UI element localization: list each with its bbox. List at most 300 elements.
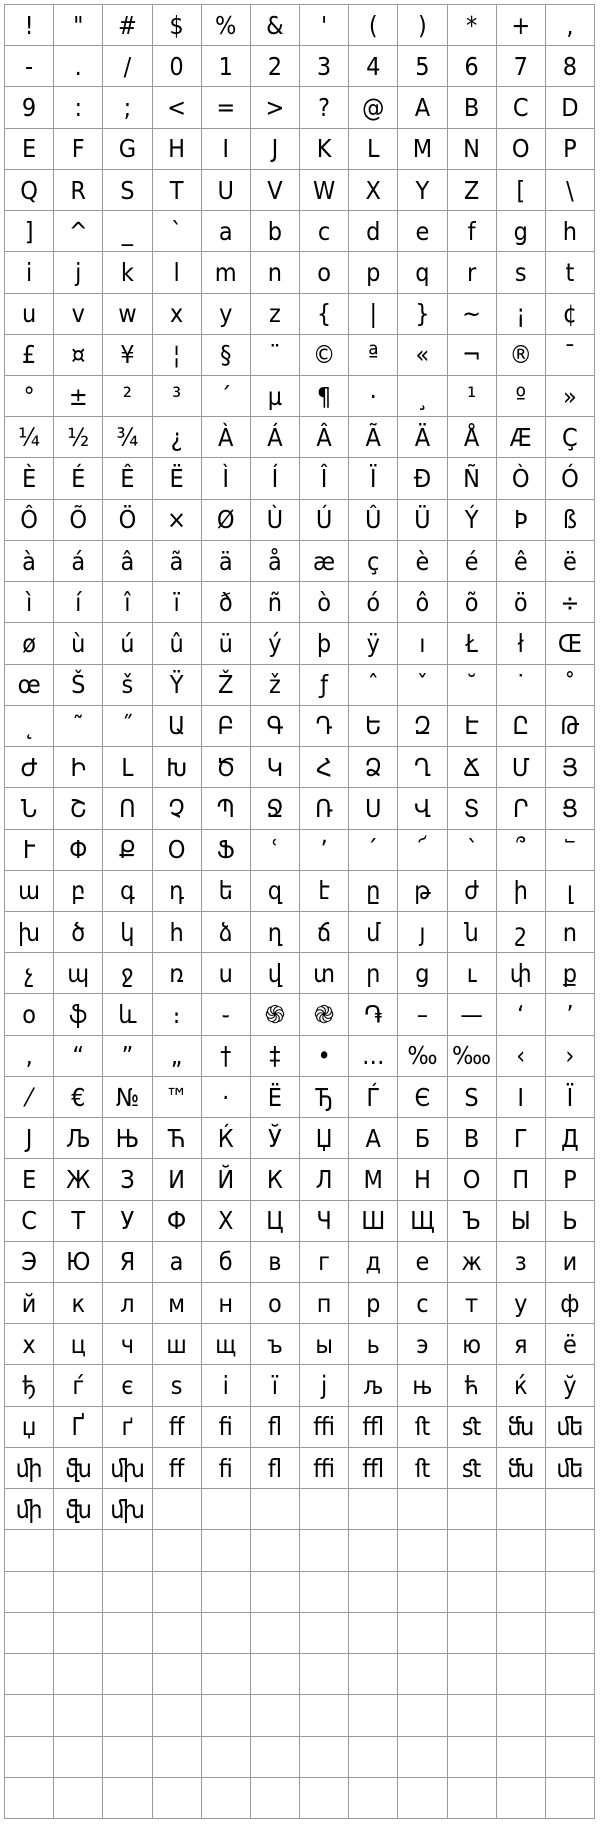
empty-cell	[448, 1737, 497, 1778]
glyph-cell: Կ	[251, 747, 300, 788]
glyph-cell: ﬄ	[349, 1407, 398, 1448]
glyph-cell: Ó	[546, 458, 595, 499]
empty-cell	[202, 1530, 251, 1571]
glyph-cell: œ	[5, 665, 54, 706]
glyph-cell: џ	[5, 1407, 54, 1448]
empty-cell	[202, 1778, 251, 1819]
glyph-cell: ե	[202, 871, 251, 912]
glyph-cell: н	[202, 1283, 251, 1324]
empty-cell	[398, 1778, 447, 1819]
glyph-cell: є	[103, 1365, 152, 1406]
glyph-cell: ։	[153, 994, 202, 1035]
glyph-cell: Ր	[497, 788, 546, 829]
glyph-cell: ﬖ	[54, 1448, 103, 1489]
glyph-cell: ‚	[5, 1036, 54, 1077]
glyph-cell: Q	[5, 170, 54, 211]
glyph-cell: X	[349, 170, 398, 211]
glyph-cell: ﬔ	[546, 1448, 595, 1489]
glyph-cell: դ	[153, 871, 202, 912]
glyph-cell: %	[202, 5, 251, 46]
glyph-cell: _	[103, 211, 152, 252]
glyph-cell: ա	[5, 871, 54, 912]
glyph-cell: Ա	[153, 706, 202, 747]
glyph-cell: Օ	[153, 830, 202, 871]
glyph-cell: Ð	[398, 458, 447, 499]
glyph-cell: š	[103, 665, 152, 706]
glyph-cell: Ў	[251, 1118, 300, 1159]
glyph-cell: ﬂ	[251, 1407, 300, 1448]
empty-cell	[349, 1695, 398, 1736]
glyph-cell: ⁄	[5, 1077, 54, 1118]
glyph-cell: €	[54, 1077, 103, 1118]
glyph-cell: ó	[349, 582, 398, 623]
glyph-cell: H	[153, 129, 202, 170]
glyph-cell: Я	[103, 1242, 152, 1283]
glyph-cell: ւ	[448, 953, 497, 994]
glyph-cell: ©	[300, 335, 349, 376]
empty-cell	[153, 1530, 202, 1571]
empty-cell	[398, 1613, 447, 1654]
glyph-cell: Ґ	[54, 1407, 103, 1448]
glyph-cell: Л	[300, 1159, 349, 1200]
glyph-cell: ﬂ	[251, 1448, 300, 1489]
glyph-cell: ¶	[300, 376, 349, 417]
glyph-cell: ø	[5, 623, 54, 664]
glyph-cell: è	[398, 541, 447, 582]
empty-cell	[103, 1695, 152, 1736]
glyph-cell: ,	[546, 5, 595, 46]
glyph-cell: 3	[300, 46, 349, 87]
empty-cell	[300, 1613, 349, 1654]
empty-cell	[349, 1737, 398, 1778]
empty-cell	[546, 1530, 595, 1571]
glyph-cell: ջ	[103, 953, 152, 994]
empty-cell	[103, 1778, 152, 1819]
glyph-cell: p	[349, 252, 398, 293]
empty-cell	[103, 1737, 152, 1778]
glyph-cell: ñ	[251, 582, 300, 623]
glyph-cell: ;	[103, 87, 152, 128]
glyph-cell: ^	[54, 211, 103, 252]
glyph-cell: #	[103, 5, 152, 46]
glyph-cell: б	[202, 1242, 251, 1283]
glyph-cell: È	[5, 458, 54, 499]
glyph-cell: Ÿ	[153, 665, 202, 706]
glyph-cell: À	[202, 417, 251, 458]
glyph-cell: Є	[398, 1077, 447, 1118]
glyph-cell: =	[202, 87, 251, 128]
glyph-cell: m	[202, 252, 251, 293]
glyph-cell: µ	[251, 376, 300, 417]
glyph-cell: Խ	[153, 747, 202, 788]
glyph-cell: в	[251, 1242, 300, 1283]
glyph-cell: ﬅ	[398, 1448, 447, 1489]
glyph-cell: Դ	[300, 706, 349, 747]
glyph-cell: ﬃ	[300, 1448, 349, 1489]
empty-cell	[103, 1572, 152, 1613]
empty-cell	[349, 1572, 398, 1613]
glyph-cell: ծ	[54, 912, 103, 953]
glyph-cell: §	[202, 335, 251, 376]
glyph-cell: $	[153, 5, 202, 46]
glyph-cell: ж	[448, 1242, 497, 1283]
glyph-cell: +	[497, 5, 546, 46]
empty-cell	[398, 1654, 447, 1695]
empty-cell	[103, 1654, 152, 1695]
glyph-cell: ?	[300, 87, 349, 128]
glyph-cell: T	[153, 170, 202, 211]
glyph-cell: с	[398, 1283, 447, 1324]
glyph-cell: Ђ	[300, 1077, 349, 1118]
empty-cell	[349, 1613, 398, 1654]
empty-cell	[448, 1695, 497, 1736]
glyph-cell: [	[497, 170, 546, 211]
glyph-cell: ™	[153, 1077, 202, 1118]
glyph-cell: ќ	[497, 1365, 546, 1406]
glyph-cell: ﬔ	[546, 1407, 595, 1448]
glyph-cell: ՛	[349, 830, 398, 871]
glyph-cell: Ѓ	[349, 1077, 398, 1118]
glyph-cell: Ж	[54, 1159, 103, 1200]
glyph-cell: ò	[300, 582, 349, 623]
empty-cell	[54, 1695, 103, 1736]
glyph-cell: -	[5, 46, 54, 87]
empty-cell	[5, 1695, 54, 1736]
glyph-cell: ä	[202, 541, 251, 582]
glyph-cell: к	[54, 1283, 103, 1324]
glyph-cell: Ñ	[448, 458, 497, 499]
glyph-cell: Н	[398, 1159, 447, 1200]
glyph-cell: ц	[54, 1324, 103, 1365]
empty-cell	[54, 1530, 103, 1571]
glyph-cell: ƒ	[300, 665, 349, 706]
glyph-cell: А	[349, 1118, 398, 1159]
glyph-cell: Ф	[153, 1201, 202, 1242]
empty-cell	[546, 1778, 595, 1819]
glyph-cell: յ	[398, 912, 447, 953]
glyph-cell: Õ	[54, 500, 103, 541]
glyph-cell: Ւ	[5, 830, 54, 871]
empty-cell	[202, 1613, 251, 1654]
glyph-cell: ¥	[103, 335, 152, 376]
glyph-cell: ﬆ	[448, 1407, 497, 1448]
glyph-cell: ֎	[300, 994, 349, 1035]
glyph-cell: շ	[497, 912, 546, 953]
glyph-cell: Չ	[153, 788, 202, 829]
glyph-cell: z	[251, 294, 300, 335]
glyph-cell: Ш	[349, 1201, 398, 1242]
empty-cell	[103, 1613, 152, 1654]
glyph-cell: Љ	[54, 1118, 103, 1159]
glyph-cell: ը	[349, 871, 398, 912]
glyph-cell: â	[103, 541, 152, 582]
glyph-cell: n	[251, 252, 300, 293]
glyph-cell: ç	[349, 541, 398, 582]
glyph-cell: c	[300, 211, 349, 252]
empty-cell	[300, 1572, 349, 1613]
glyph-cell: ‡	[251, 1036, 300, 1077]
glyph-cell: ¨	[251, 335, 300, 376]
glyph-cell: й	[5, 1283, 54, 1324]
glyph-cell: ı	[398, 623, 447, 664]
glyph-cell: д	[349, 1242, 398, 1283]
empty-cell	[153, 1778, 202, 1819]
glyph-cell: ²	[103, 376, 152, 417]
glyph-cell: Ý	[448, 500, 497, 541]
glyph-cell: ß	[546, 500, 595, 541]
glyph-cell: Z	[448, 170, 497, 211]
glyph-cell: է	[300, 871, 349, 912]
glyph-cell: ի	[497, 871, 546, 912]
empty-cell	[251, 1572, 300, 1613]
empty-cell	[546, 1613, 595, 1654]
glyph-cell: W	[300, 170, 349, 211]
empty-cell	[497, 1530, 546, 1571]
glyph-cell: O	[497, 129, 546, 170]
glyph-cell: ґ	[103, 1407, 152, 1448]
glyph-cell: A	[398, 87, 447, 128]
glyph-cell: Б	[398, 1118, 447, 1159]
glyph-cell: з	[497, 1242, 546, 1283]
glyph-cell: Ք	[103, 830, 152, 871]
glyph-cell: В	[448, 1118, 497, 1159]
empty-cell	[5, 1654, 54, 1695]
glyph-cell: լ	[546, 871, 595, 912]
empty-cell	[300, 1489, 349, 1530]
glyph-cell: ð	[202, 582, 251, 623]
glyph-cell: :	[54, 87, 103, 128]
glyph-cell: ¯	[546, 335, 595, 376]
empty-cell	[349, 1530, 398, 1571]
glyph-cell: Њ	[103, 1118, 152, 1159]
empty-cell	[448, 1530, 497, 1571]
glyph-cell: Í	[251, 458, 300, 499]
glyph-cell: Վ	[398, 788, 447, 829]
empty-cell	[546, 1737, 595, 1778]
glyph-cell: ½	[54, 417, 103, 458]
glyph-cell: Ž	[202, 665, 251, 706]
glyph-cell: 9	[5, 87, 54, 128]
glyph-cell: ¦	[153, 335, 202, 376]
glyph-cell: ﬀ	[153, 1448, 202, 1489]
glyph-cell: ժ	[448, 871, 497, 912]
glyph-cell: л	[103, 1283, 152, 1324]
glyph-cell: ë	[546, 541, 595, 582]
glyph-cell: b	[251, 211, 300, 252]
glyph-cell: Լ	[103, 747, 152, 788]
glyph-cell: հ	[153, 912, 202, 953]
glyph-cell: Ì	[202, 458, 251, 499]
glyph-cell: և	[103, 994, 152, 1035]
glyph-cell: ն	[448, 912, 497, 953]
glyph-cell: ]	[5, 211, 54, 252]
glyph-cell: Å	[448, 417, 497, 458]
glyph-cell: L	[349, 129, 398, 170]
glyph-cell: Ѕ	[448, 1077, 497, 1118]
glyph-cell: h	[546, 211, 595, 252]
glyph-cell: “	[54, 1036, 103, 1077]
glyph-cell: ˘	[448, 665, 497, 706]
glyph-cell: w	[103, 294, 152, 335]
glyph-cell: U	[202, 170, 251, 211]
empty-cell	[398, 1572, 447, 1613]
glyph-cell: ¡	[497, 294, 546, 335]
glyph-cell: ˇ	[398, 665, 447, 706]
glyph-cell: à	[5, 541, 54, 582]
glyph-cell: Ь	[546, 1201, 595, 1242]
glyph-cell: N	[448, 129, 497, 170]
glyph-cell: թ	[398, 871, 447, 912]
glyph-cell: բ	[54, 871, 103, 912]
glyph-cell: Ձ	[349, 747, 398, 788]
glyph-cell: վ	[251, 953, 300, 994]
glyph-cell: Ë	[153, 458, 202, 499]
glyph-cell: ﬁ	[202, 1448, 251, 1489]
glyph-cell: ѕ	[153, 1365, 202, 1406]
glyph-cell: х	[5, 1324, 54, 1365]
glyph-cell: е	[398, 1242, 447, 1283]
glyph-cell: Ò	[497, 458, 546, 499]
glyph-cell: ՜	[398, 830, 447, 871]
empty-cell	[398, 1695, 447, 1736]
glyph-cell: ~	[448, 294, 497, 335]
glyph-cell: ю	[448, 1324, 497, 1365]
glyph-cell: G	[103, 129, 152, 170]
glyph-cell: S	[103, 170, 152, 211]
empty-cell	[497, 1695, 546, 1736]
glyph-cell: Р	[546, 1159, 595, 1200]
empty-cell	[54, 1737, 103, 1778]
glyph-cell: Ł	[448, 623, 497, 664]
glyph-cell: ﬄ	[349, 1448, 398, 1489]
glyph-cell: З	[103, 1159, 152, 1200]
glyph-cell: B	[448, 87, 497, 128]
glyph-cell: õ	[448, 582, 497, 623]
glyph-cell: þ	[300, 623, 349, 664]
glyph-cell: ъ	[251, 1324, 300, 1365]
glyph-cell: É	[54, 458, 103, 499]
glyph-cell: Փ	[54, 830, 103, 871]
empty-cell	[153, 1489, 202, 1530]
glyph-cell: D	[546, 87, 595, 128]
glyph-cell: ё	[546, 1324, 595, 1365]
glyph-cell: ձ	[202, 912, 251, 953]
empty-cell	[202, 1737, 251, 1778]
glyph-cell: տ	[300, 953, 349, 994]
glyph-cell: Ն	[5, 788, 54, 829]
glyph-cell: ®	[497, 335, 546, 376]
glyph-cell: Ö	[103, 500, 152, 541]
glyph-cell: ”	[103, 1036, 152, 1077]
glyph-cell: E	[5, 129, 54, 170]
glyph-cell: ‹	[497, 1036, 546, 1077]
glyph-cell: ՟	[546, 830, 595, 871]
glyph-cell: Յ	[546, 747, 595, 788]
glyph-cell: ˚	[546, 665, 595, 706]
glyph-cell: î	[103, 582, 152, 623]
glyph-cell: ÷	[546, 582, 595, 623]
glyph-cell: «	[398, 335, 447, 376]
empty-cell	[300, 1737, 349, 1778]
glyph-cell: ´	[202, 376, 251, 417]
glyph-cell: t	[546, 252, 595, 293]
glyph-cell: •	[300, 1036, 349, 1077]
glyph-cell: &	[251, 5, 300, 46]
glyph-cell: ›	[546, 1036, 595, 1077]
glyph-cell: i	[5, 252, 54, 293]
empty-cell	[497, 1489, 546, 1530]
glyph-cell: „	[153, 1036, 202, 1077]
glyph-cell: ˜	[54, 706, 103, 747]
glyph-cell: О	[448, 1159, 497, 1200]
glyph-cell: Ä	[398, 417, 447, 458]
glyph-cell: Æ	[497, 417, 546, 458]
glyph-cell: {	[300, 294, 349, 335]
glyph-cell: Տ	[448, 788, 497, 829]
empty-cell	[300, 1654, 349, 1695]
glyph-cell: a	[202, 211, 251, 252]
glyph-cell: ‰	[398, 1036, 447, 1077]
glyph-cell: ђ	[5, 1365, 54, 1406]
glyph-cell: '	[300, 5, 349, 46]
glyph-cell: P	[546, 129, 595, 170]
glyph-cell: і	[202, 1365, 251, 1406]
glyph-cell: Й	[202, 1159, 251, 1200]
glyph-cell: )	[398, 5, 447, 46]
glyph-cell: ў	[546, 1365, 595, 1406]
empty-cell	[497, 1654, 546, 1695]
glyph-cell: У	[103, 1201, 152, 1242]
empty-cell	[448, 1778, 497, 1819]
empty-cell	[546, 1572, 595, 1613]
glyph-cell: Ы	[497, 1201, 546, 1242]
empty-cell	[54, 1654, 103, 1695]
glyph-cell: Á	[251, 417, 300, 458]
glyph-cell: Д	[546, 1118, 595, 1159]
glyph-cell: ﬗ	[103, 1448, 152, 1489]
glyph-cell: ո	[546, 912, 595, 953]
glyph-cell: ù	[54, 623, 103, 664]
glyph-cell: о	[251, 1283, 300, 1324]
glyph-cell: |	[349, 294, 398, 335]
glyph-cell: ﬁ	[202, 1407, 251, 1448]
empty-cell	[349, 1654, 398, 1695]
empty-cell	[153, 1572, 202, 1613]
glyph-cell: м	[153, 1283, 202, 1324]
glyph-cell: ї	[251, 1365, 300, 1406]
empty-cell	[251, 1654, 300, 1695]
glyph-cell: ˝	[103, 706, 152, 747]
glyph-cell: ь	[349, 1324, 398, 1365]
glyph-cell: ց	[398, 953, 447, 994]
empty-cell	[202, 1489, 251, 1530]
glyph-cell: ±	[54, 376, 103, 417]
glyph-cell: И	[153, 1159, 202, 1200]
glyph-cell: ч	[103, 1324, 152, 1365]
glyph-cell: I	[202, 129, 251, 170]
empty-cell	[398, 1530, 447, 1571]
glyph-cell: ¿	[153, 417, 202, 458]
glyph-cell: ‱	[448, 1036, 497, 1077]
glyph-cell: Է	[448, 706, 497, 747]
empty-cell	[398, 1737, 447, 1778]
glyph-cell: J	[251, 129, 300, 170]
glyph-cell: ﬗ	[103, 1489, 152, 1530]
glyph-cell: պ	[54, 953, 103, 994]
glyph-cell: 0	[153, 46, 202, 87]
glyph-cell: С	[5, 1201, 54, 1242]
glyph-cell: ¸	[398, 376, 447, 417]
